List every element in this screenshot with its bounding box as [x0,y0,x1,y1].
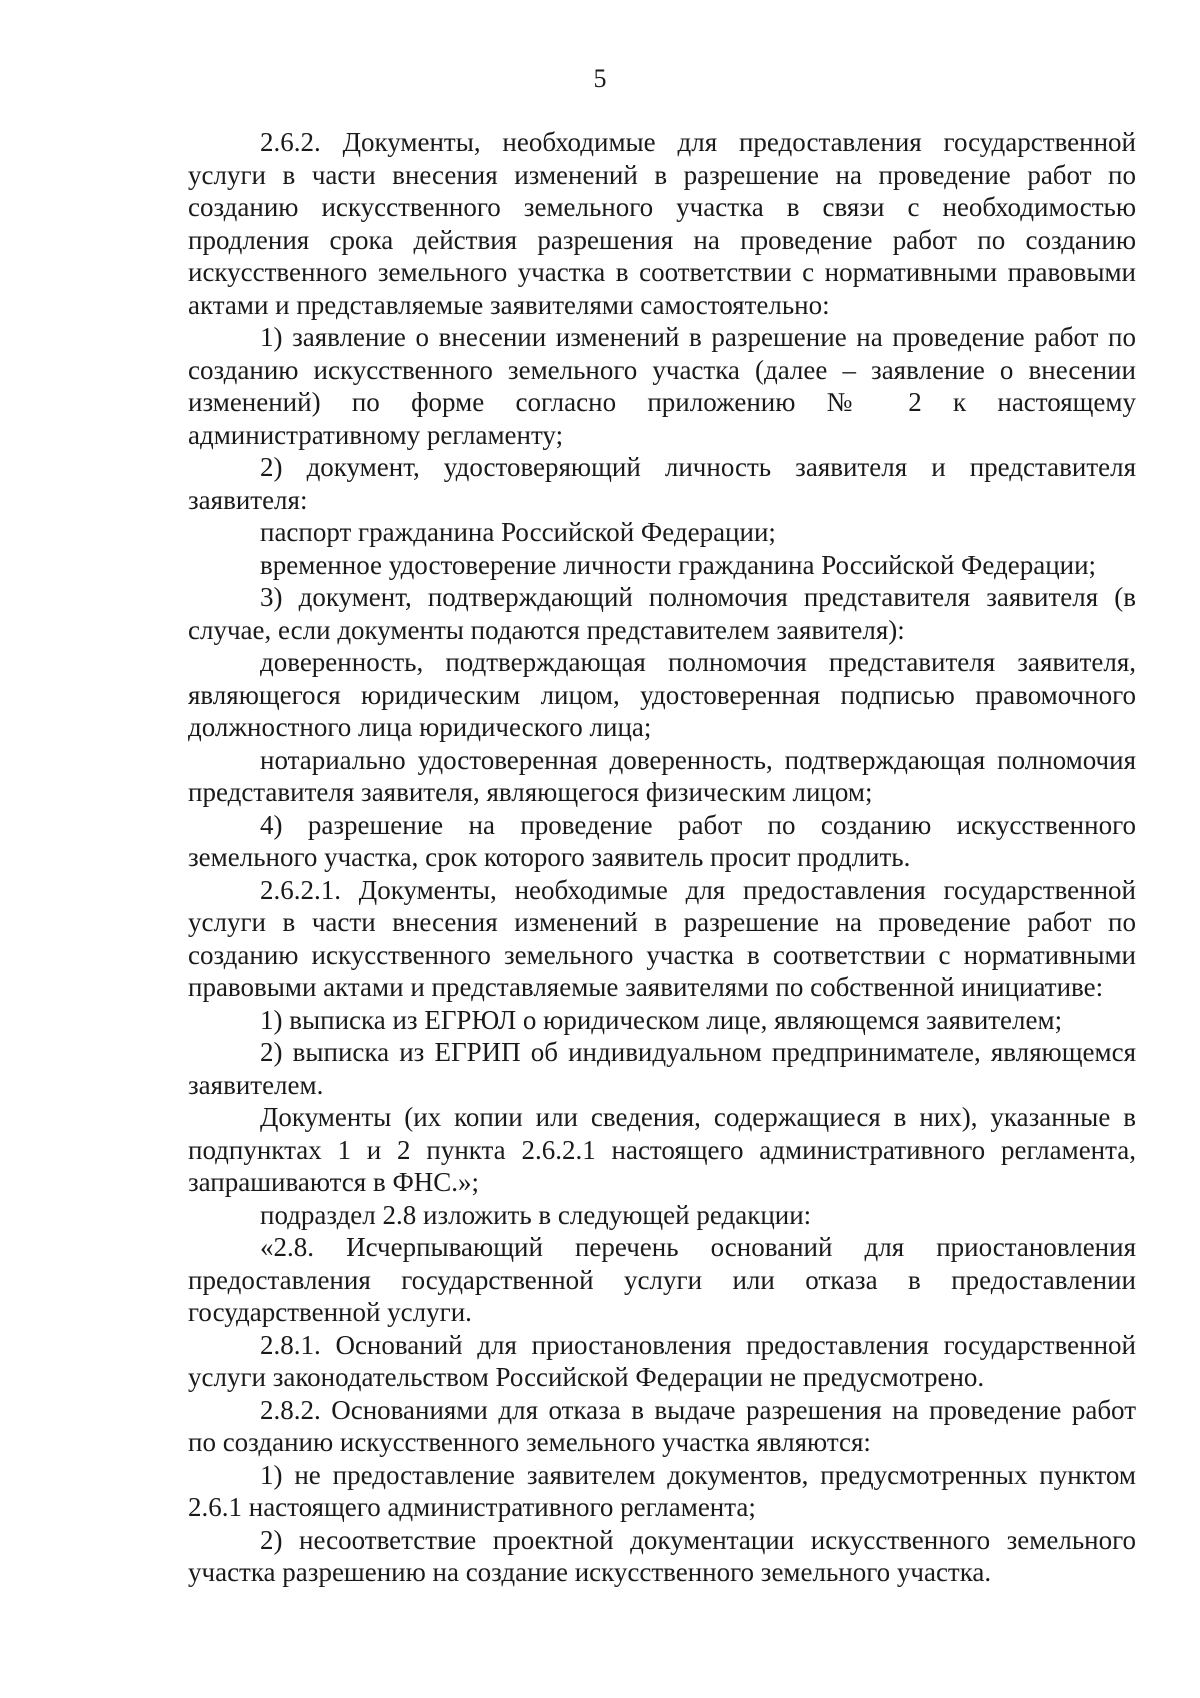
paragraph-refusal-reason-1: 1) не предоставление заявителем документов, предусмотренных пунктом 2.6.1 настоящего административного регламента; [188,1459,1136,1522]
paragraph-2-8-1: 2.8.1. Оснований для приостановления предоставления государственной услуги законодательством Российской Федерации не предусмотрено. [188,1329,1136,1392]
paragraph-2-8-heading: «2.8. Исчерпывающий перечень оснований для приостановления предоставления государственной услуги или отказа в предоставлении государственной услуги. [188,1232,1136,1327]
paragraph-item-3-authority-document: 3) документ, подтверждающий полномочия представителя заявителя (в случае, если документы подаются представителем заявителя): [188,582,1136,645]
paragraph-notarized-power-of-attorney: нотариально удостоверенная доверенность, подтверждающая полномочия представителя заявителя, являющегося физическим лицом; [188,744,1136,807]
page-number: 5 [593,64,607,93]
paragraph-fns-request: Документы (их копии или сведения, содержащиеся в них), указанные в подпунктах 1 и 2 пункта 2.6.2.1 настоящего административного регламента, запрашиваются в ФНС.»; [188,1102,1136,1197]
paragraph-legal-entity-power-of-attorney: доверенность, подтверждающая полномочия представителя заявителя, являющегося юридическим лицом, удостоверенная подписью правомочного должностного лица юридического лица; [188,647,1136,742]
paragraph-subsection-2-8-instruction: подраздел 2.8 изложить в следующей редакции: [260,1199,812,1230]
paragraph-item-2-identity-document: 2) документ, удостоверяющий личность заявителя и представителя заявителя: [188,452,1136,515]
paragraph-2-6-2-1: 2.6.2.1. Документы, необходимые для предоставления государственной услуги в части внесения изменений в разрешение на проведение работ по созданию искусственного земельного участка в соответствии с нормативными правовыми актами и представляемые заявителями по собственной инициативе: [188,874,1136,1002]
paragraph-passport: паспорт гражданина Российской Федерации; [260,517,776,547]
paragraph-egrul-extract: 1) выписка из ЕГРЮЛ о юридическом лице, являющемся заявителем; [260,1004,1063,1035]
paragraph-temporary-id: временное удостоверение личности гражданина Российской Федерации; [260,549,1097,580]
paragraph-2-6-2: 2.6.2. Документы, необходимые для предоставления государственной услуги в части внесения изменений в разрешение на проведение работ по созданию искусственного земельного участка в связи с необходимостью продления срока действия разрешения на проведение работ по созданию искусственного земельного участка в соответствии с нормативными правовыми актами и представляемые заявителями самостоятельно: [188,127,1136,320]
paragraph-egrip-extract: 2) выписка из ЕГРИП об индивидуальном предпринимателе, являющемся заявителем. [188,1037,1136,1100]
paragraph-item-4-permit: 4) разрешение на проведение работ по созданию искусственного земельного участка, срок которого заявитель просит продлить. [188,809,1136,872]
document-body [188,126,1136,1589]
paragraph-2-8-2: 2.8.2. Основаниями для отказа в выдаче разрешения на проведение работ по созданию искусственного земельного участка являются: [188,1394,1136,1457]
paragraph-item-1-application: 1) заявление о внесении изменений в разрешение на проведение работ по созданию искусственного земельного участка (далее – заявление о внесении изменений) по форме согласно приложению № 2 к настоящему административному регламенту; [188,322,1136,450]
paragraph-refusal-reason-2: 2) несоответствие проектной документации искусственного земельного участка разрешению на создание искусственного земельного участка. [188,1524,1136,1587]
